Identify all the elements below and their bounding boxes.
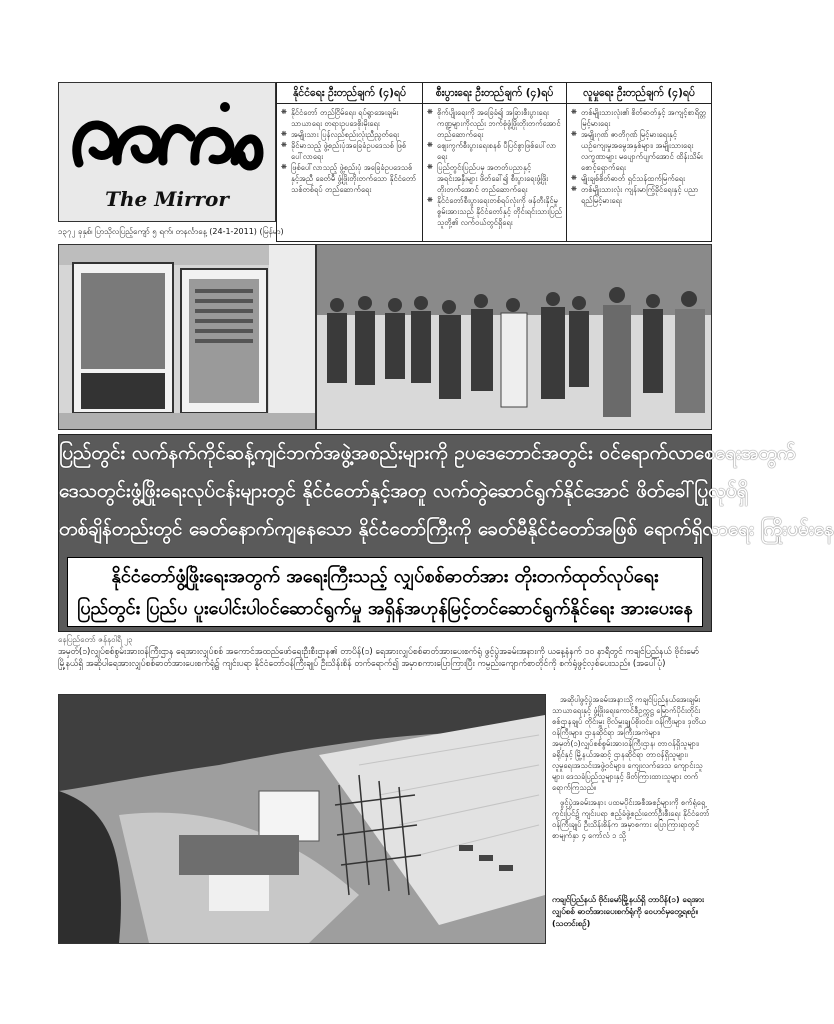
objective-item: ❋ ဈေးကွက်စီးပွားရေးစနစ် ပီပြင်စွာဖြစ်ပေါ်လာရေး xyxy=(437,140,562,162)
objective-item: ❋ ခိုင်မာသည့် ဖွဲ့စည်းပုံအခြေခံဥပဒေသစ် ဖြစ်ပေါ်လာရေး xyxy=(291,140,418,162)
ceremony-group-photo xyxy=(316,244,712,430)
logo-english-title: The Mirror xyxy=(105,187,229,211)
objectives-panel xyxy=(276,82,712,242)
objective-item: ❋ ဖြစ်ပေါ်လာသည့် ဖွဲ့စည်းပုံ အခြေခံဥပဒေသစ်နှင့်အညီ ခေတ်မီ ဖွံ့ဖြိုးတိုးတက်သော နိုင်ငံတော်သစ်တစ်ရပ် တည်ဆောက်ရေး xyxy=(291,162,418,195)
photo-caption: ကချင်ပြည်နယ် ဗိုင်းမော်မြို့နယ်ရှိ တာပိန်(၁) ရေအားလျှပ်စစ် ဓာတ်အားပေးစက်ရုံကို ဝေဟင်မှတွေ့ရစဉ်။ (သတင်းစဉ်) xyxy=(552,895,705,928)
masthead-logo-box xyxy=(58,82,276,222)
political-objectives-title: နိုင်ငံရေး ဦးတည်ချက် (၄)ရပ် xyxy=(277,83,422,104)
objective-item: ❋ တစ်မျိုးသားလုံး၏ စိတ်ဓာတ်နှင့် အကျင့်စာရိတ္တမြင့်မားရေး xyxy=(581,107,707,129)
objective-item: ❋ မျိုးချစ်စိတ်ဓာတ် ရှင်သန်ထက်မြက်ရေး xyxy=(581,173,707,184)
objective-item: ❋ တစ်မျိုးသားလုံး ကျန်းမာကြံ့ခိုင်ရေးနှင့် ပညာရည်မြင့်မားရေး xyxy=(581,184,707,206)
story-dateline: နေပြည်တော် ဇန်နဝါရီ ၂၃ xyxy=(58,635,133,644)
objective-item: ❋ နိုင်ငံတော် တည်ငြိမ်ရေး၊ ရပ်ရွာအေးချမ်းသာယာရေး တရားဥပဒေစိုးမိုးရေး xyxy=(291,107,418,129)
body-paragraph: ဖွင့်ပွဲအခမ်းအနား ပထမပိုင်းအစီအစဉ်များကို စက်ရုံရှေ့ကွင်းပြင်၌ ကျင်းပရာ ဧည့်ခံဖွဲ့စည်းတော်ဦးစီးရေး နိုင်ငံတော်ဝန်ကြီးချုပ် ဦးသိန်းစိန်က အမှာစကား ပြောကြားရာတွင် စာမျက်နှာ ၄ ကော်လံ ၁ သို့ xyxy=(552,798,710,840)
social-objectives-title: လူမှုရေး ဦးတည်ချက် (၄)ရပ် xyxy=(567,83,711,104)
objective-item: ❋ စိုက်ပျိုးရေးကို အခြေခံ၍ အခြားစီးပွားရေးကဏ္ဍများကိုလည်း ဘက်စုံဖွံ့ဖြိုးတိုးတက်အောင် တည်ဆောက်ရေး xyxy=(437,107,562,140)
body-paragraph: အဆိုပါဖွင့်ပွဲအခမ်းအနားသို့ ကချင်ပြည်နယ်အေးချမ်းသာယာရေးနှင့် ဖွံ့ဖြိုးရေးကောင်စီဥက္ကဋ္ဌ မြောက်ပိုင်းတိုင်းစစ်ဌာနချုပ် တိုင်းမှူး ဗိုလ်မှူးချုပ်စိုးဝင်း၊ ဝန်ကြီးများ၊ ဒုတိယဝန်ကြီးများ၊ ဌာနဆိုင်ရာ အကြီးအကဲများ၊ အမှတ်(၁)လျှပ်စစ်စွမ်းအားဝန်ကြီးဌာန၊ တာဝန်ရှိသူများ၊ ခရိုင်နှင့် မြို့နယ်အဆင့် ဌာနဆိုင်ရာ တာဝန်ရှိသူများ၊ လူမှုရေးအသင်းအဖွဲ့ဝင်များ၊ ကျေးလက်ဒေသ ကျောင်းသူများ၊ ဒေသခံပြည်သူများနှင့် ဖိတ်ကြားထားသူများ တက်ရောက်ကြသည်။ xyxy=(552,695,706,792)
story-body-column xyxy=(552,694,710,845)
story-lead-paragraph: အမှတ်(၁)လျှပ်စစ်စွမ်းအားဝန်ကြီးဌာန ရေအားလျှပ်စစ် အကောင်အထည်ဖော်ရေးဦးစီးဌာန၏ တာပိန်(၁) ရေအားလျှပ်စစ်ဓာတ်အားပေးစက်ရုံ ဖွင့်ပွဲအခမ်းအနားကို ယနေ့နံနက် ၁၀ နာရီတွင် ကချင်ပြည်နယ် ဗိုင်းမော်မြို့နယ်ရှိ အဆိုပါရေအားလျှပ်စစ်ဓာတ်အားပေးစက်ရုံ၌ ကျင်းပရာ နိုင်ငံတော်ဝန်ကြီးချုပ် ဦးသိန်းစိန် တက်ရောက်၍ အမှာစကားပြောကြားပြီး ကမ္ပည်းကျောက်စာတိုင်ကို စက်ရုံဖွင့်လှစ်ပေးသည်။ (အပေါ်ပုံ) xyxy=(58,647,700,669)
headline-line: ပြည်တွင်း လက်နက်ကိုင်ဆန့်ကျင်ဘက်အဖွဲ့အစည်းများကို ဥပဒေဘောင်အတွင်း ဝင်ရောက်လာစေရေးအတွက် xyxy=(59,442,796,464)
objective-item: ❋ အမျိုးဂုဏ် ဇာတိဂုဏ် မြင့်မားရေးနှင့် ယဉ်ကျေးမှုအမွေအနှစ်များ၊ အမျိုးသားရေးလက္ခဏာများ မပျောက်ပျက်အောင် ထိန်းသိမ်းစောင့်ရှောက်ရေး xyxy=(581,129,707,173)
subheadline-box xyxy=(67,557,703,627)
logo-dot-icon xyxy=(220,102,230,112)
headline-banner xyxy=(58,434,834,632)
political-objectives-box xyxy=(277,83,423,241)
subheadline-line: နိုင်ငံတော်ဖွံ့ဖြိုးရေးအတွက် အရေးကြီးသည့် လျှပ်စစ်ဓာတ်အား တိုးတက်ထုတ်လုပ်ရေး xyxy=(111,566,659,587)
objective-item: ❋ နိုင်ငံတော်စီးပွားရေးတစ်ရပ်လုံးကို ဖန်တီးနိုင်မှုစွမ်းအားသည် နိုင်ငံတော်နှင့် တိုင်းရင်းသားပြည်သူတို့၏ လက်ဝယ်တွင်ရှိရေး xyxy=(437,195,562,228)
headline-line: ဒေသတွင်းဖွံ့ဖြိုးရေးလုပ်ငန်းများတွင် နိုင်ငံတော်နှင့်အတူ လက်တွဲဆောင်ရွက်နိုင်အောင် ဖိတ်ခေါ်ပြုလုပ်ရှိ xyxy=(59,480,748,502)
hydropower-plant-aerial-photo xyxy=(58,694,546,944)
mirror-logo-mark xyxy=(65,93,265,189)
headline-line: တစ်ချိန်တည်းတွင် ခေတ်နောက်ကျနေသော နိုင်ငံတော်ကြီးကို ခေတ်မီနိုင်ငံတော်အဖြစ် ရောက်ရှိလာရေး ကြိုးပမ်းနေ xyxy=(59,518,834,540)
objective-item: ❋ အမျိုးသား ပြန်လည်စည်းလုံးညီညွတ်ရေး xyxy=(291,129,418,140)
plaque-unveiling-photo xyxy=(58,244,316,430)
issue-dateline: ၁၃၇၂ ခုနှစ်၊ ပြာသိုလပြည့်ကျော် ၅ ရက်၊ တနင်္လာနေ့ (24-1-2011) (မြန်မာ) xyxy=(58,227,284,236)
economic-objectives-box xyxy=(423,83,567,241)
social-objectives-box xyxy=(567,83,711,241)
objective-item: ❋ ပြည်တွင်းပြည်ပမှ အတတ်ပညာနှင့် အရင်းအနှီးများ ဖိတ်ခေါ်၍ စီးပွားရေးဖွံ့ဖြိုးတိုးတက်အောင် တည်ဆောက်ရေး xyxy=(437,162,562,195)
economic-objectives-title: စီးပွားရေး ဦးတည်ချက် (၄)ရပ် xyxy=(423,83,566,104)
subheadline-line: ပြည်တွင်း ပြည်ပ ပူးပေါင်းပါဝင်ဆောင်ရွက်မှု အရှိန်အဟုန်မြင့်တင်ဆောင်ရွက်နိုင်ရေး အားပေးနေ xyxy=(77,598,693,619)
